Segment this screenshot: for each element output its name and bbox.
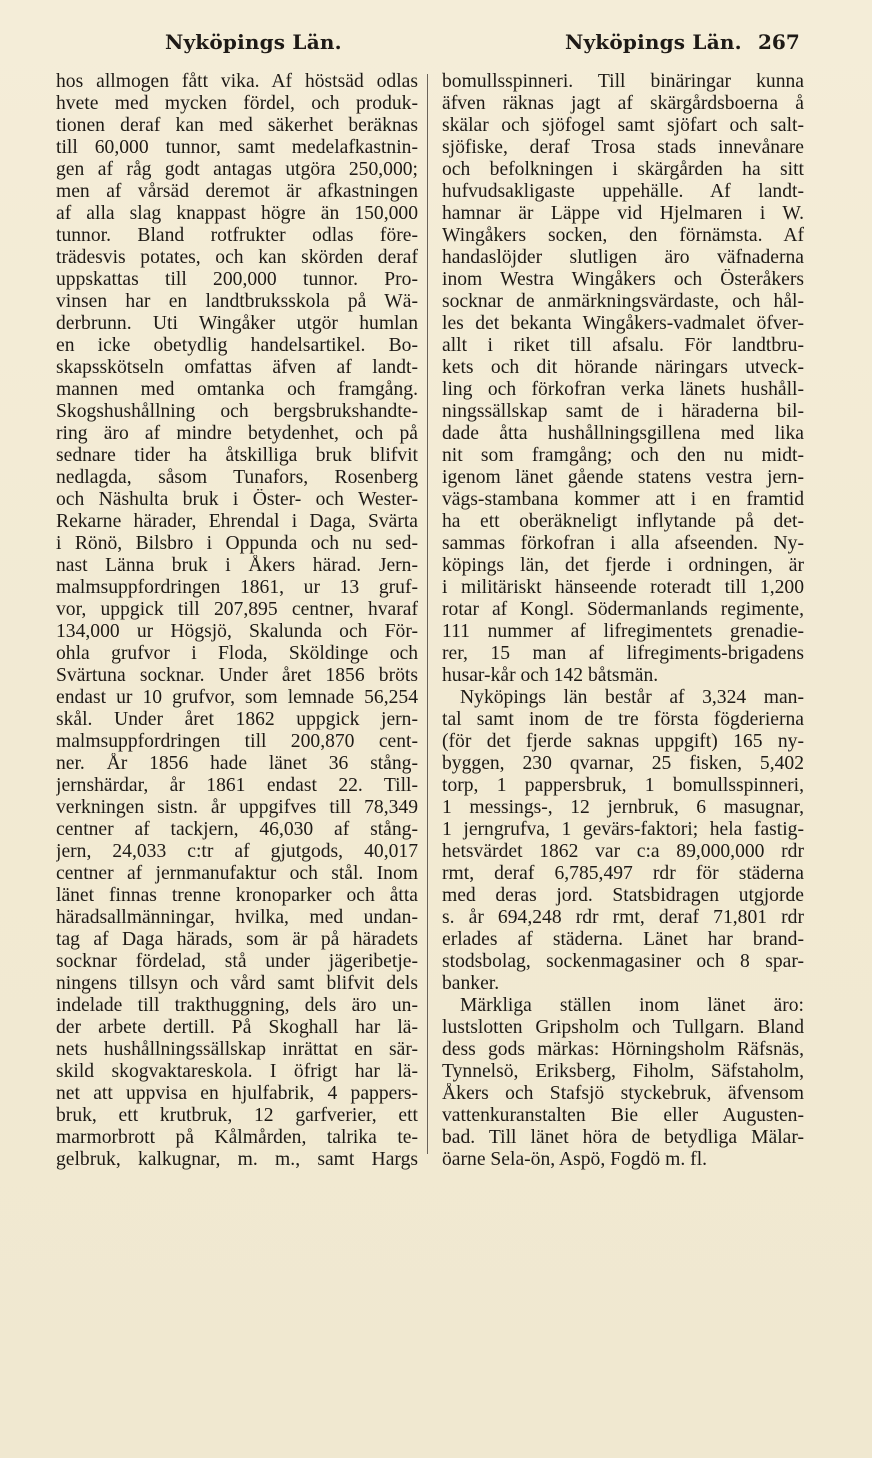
text-line: inom Westra Wingåkers och Österåkers — [442, 269, 804, 290]
text-line: tag af Daga härads, som är på häradets — [56, 929, 418, 950]
text-line: Skogshushållning och bergsbrukshandte- — [56, 401, 418, 422]
text-line: i militäriskt hänseende roteradt till 1,200 — [442, 577, 804, 598]
text-line: dade åtta hushållningsgillena med lika — [442, 423, 804, 444]
text-line: indelade till trakthuggning, dels äro un- — [56, 995, 418, 1016]
text-line: skapsskötseln omfattas äfven af landt- — [56, 357, 418, 378]
text-line: dess gods märkas: Hörningsholm Räfsnäs, — [442, 1039, 804, 1060]
text-line: banker. — [442, 973, 500, 994]
text-line: Rekarne härader, Ehrendal i Daga, Svärta — [56, 511, 418, 532]
text-line: Nyköpings län består af 3,324 man- — [460, 687, 804, 708]
text-line: öarne Sela-ön, Aspö, Fogdö m. fl. — [442, 1149, 708, 1170]
text-line: hvete med mycken fördel, och produk- — [56, 93, 418, 114]
text-line: erlades af städerna. Länet har brand- — [442, 929, 804, 950]
text-line: till 60,000 tunnor, samt medelafkastnin- — [56, 137, 418, 158]
text-line: och befolkningen i skärgården ha sitt — [442, 159, 804, 180]
text-line: marmorbrott på Kålmården, talrika te- — [56, 1127, 418, 1148]
text-line: och Näshulta bruk i Öster- och Wester- — [56, 489, 418, 510]
text-line: ha ett oberäkneligt inflytande på det- — [442, 511, 804, 532]
text-line: ling och förkofran verka länets hushåll- — [442, 379, 804, 400]
text-line: 111 nummer af lifregimentets grenadie- — [442, 621, 804, 642]
text-line: net att uppvisa en hjulfabrik, 4 pappers- — [56, 1083, 418, 1104]
text-line: vägs-stambana kommer att i en framtid — [442, 489, 804, 510]
text-line: endast ur 10 grufvor, som lemnade 56,254 — [56, 687, 418, 708]
text-line: gen af råg godt antagas utgöra 250,000; — [56, 159, 418, 180]
text-line: socknar de anmärkningsvärdaste, och hål- — [442, 291, 804, 312]
text-line: men af vårsäd deremot är afkastningen — [56, 181, 418, 202]
text-line: ring äro af mindre betydenhet, och på — [56, 423, 418, 444]
text-line: s. år 694,248 rdr rmt, deraf 71,801 rdr — [442, 907, 804, 928]
right-column — [442, 71, 804, 1171]
text-line: Tynnelsö, Eriksberg, Fiholm, Säfstaholm, — [442, 1061, 804, 1082]
text-line: igenom länet gående statens vestra jern- — [442, 467, 804, 488]
text-line: hamnar är Läppe vid Hjelmaren i W. — [442, 203, 804, 224]
text-line: byggen, 230 qvarnar, 25 fisken, 5,402 — [442, 753, 804, 774]
text-line: jernshärdar, år 1861 endast 22. Till- — [56, 775, 418, 796]
text-line: sammas förkofran i alla afseenden. Ny- — [442, 533, 804, 554]
text-line: sednare tider ha åtskilliga bruk blifvit — [56, 445, 418, 466]
text-line: bad. Till länet höra de betydliga Mälar- — [442, 1127, 804, 1148]
text-line: ningens tillsyn och vård samt blifvit dels — [56, 973, 418, 994]
text-line: handaslöjder slutligen äro väfnaderna — [442, 247, 804, 268]
text-line: 134,000 ur Högsjö, Skalunda och För- — [56, 621, 418, 642]
text-line: der arbete dertill. På Skoghall har lä- — [56, 1017, 418, 1038]
text-line: tal samt inom de tre första fögderierna — [442, 709, 804, 730]
text-line: stodsbolag, sockenmagasiner och 8 spar- — [442, 951, 804, 972]
text-line: ohla grufvor i Floda, Sköldinge och — [56, 643, 418, 664]
text-line: köpings län, det fjerde i ordningen, är — [442, 555, 804, 576]
text-line: ner. År 1856 hade länet 36 stång- — [56, 753, 418, 774]
text-line: skild skogvaktareskola. I öfrigt har lä- — [56, 1061, 418, 1082]
text-line: torp, 1 pappersbruk, 1 bomullsspinneri, — [442, 775, 804, 796]
text-line: hetsvärdet 1862 var c:a 89,000,000 rdr — [442, 841, 804, 862]
text-line: husar-kår och 142 båtsmän. — [442, 665, 659, 686]
text-line: vattenkuranstalten Bie eller Augusten- — [442, 1105, 804, 1126]
text-line: malmsuppfordringen till 200,870 cent- — [56, 731, 418, 752]
text-line: Märkliga ställen inom länet äro: — [460, 995, 804, 1016]
column-divider — [427, 74, 428, 1154]
text-line: Åkers och Stafsjö styckebruk, äfvensom — [442, 1083, 804, 1104]
text-line: les det bekanta Wingåkers-vadmalet öfver- — [442, 313, 804, 334]
text-line: i Rönö, Bilsbro i Oppunda och nu sed- — [56, 533, 418, 554]
text-line: ningssällskap samt de i häraderna bil- — [442, 401, 804, 422]
text-line: af alla slag knappast högre än 150,000 — [56, 203, 418, 224]
text-line: derbrunn. Uti Wingåker utgör humlan — [56, 313, 418, 334]
text-line: socknar fördelad, stå under jägeribetje- — [56, 951, 418, 972]
left-column — [56, 71, 418, 1171]
text-line: skål. Under året 1862 uppgick jern- — [56, 709, 418, 730]
text-line: vinsen har en landtbruksskola på Wä- — [56, 291, 418, 312]
text-line: bruk, ett krutbruk, 12 garfverier, ett — [56, 1105, 418, 1126]
text-line: trädesvis potates, och kan skörden deraf — [56, 247, 418, 268]
text-line: nedlagda, såsom Tunafors, Rosenberg — [56, 467, 418, 488]
text-line: allt i riket till afsalu. För landtbru- — [442, 335, 804, 356]
text-line: malmsuppfordringen 1861, ur 13 gruf- — [56, 577, 418, 598]
text-line: rmt, deraf 6,785,497 rdr för städerna — [442, 863, 804, 884]
text-line: jern, 24,033 c:tr af gjutgods, 40,017 — [56, 841, 418, 862]
text-line: länet finnas trenne kronoparker och åtta — [56, 885, 418, 906]
running-header — [0, 26, 872, 62]
text-line: tunnor. Bland rotfrukter odlas före- — [56, 225, 418, 246]
text-line: med deras jord. Statsbidragen utgjorde — [442, 885, 804, 906]
text-line: äfven räknas jagt af skärgårdsboerna å — [442, 93, 804, 114]
text-line: 1 messings-, 12 jernbruk, 6 masugnar, — [442, 797, 804, 818]
text-line: bomullsspinneri. Till binäringar kunna — [442, 71, 804, 92]
text-line: vor, uppgick till 207,895 centner, hvaraf — [56, 599, 418, 620]
text-line: Wingåkers socken, den förnämsta. Af — [442, 225, 804, 246]
text-line: häradsallmänningar, hvilka, med undan- — [56, 907, 418, 928]
text-line: nit som framgång; och den nu midt- — [442, 445, 804, 466]
text-line: centner af tackjern, 46,030 af stång- — [56, 819, 418, 840]
text-line: rer, 15 man af lifregiments-brigadens — [442, 643, 804, 664]
text-line: hufvudsakligaste uppehälle. Af landt- — [442, 181, 804, 202]
header-left-title: Nyköpings Län. — [165, 30, 342, 54]
page-number: 267 — [758, 30, 800, 54]
text-line: mannen med omtanka och framgång. — [56, 379, 418, 400]
header-right-title: Nyköpings Län. — [565, 30, 742, 54]
text-line: rotar af Kongl. Södermanlands regimente, — [442, 599, 804, 620]
text-line: lustslotten Gripsholm och Tullgarn. Bland — [442, 1017, 804, 1038]
text-line: en icke obetydlig handelsartikel. Bo- — [56, 335, 418, 356]
text-line: sjöfiske, deraf Trosa stads innevånare — [442, 137, 804, 158]
text-line: nast Länna bruk i Åkers härad. Jern- — [56, 555, 418, 576]
text-line: gelbruk, kalkugnar, m. m., samt Hargs — [56, 1149, 418, 1170]
text-line: uppskattas till 200,000 tunnor. Pro- — [56, 269, 418, 290]
text-line: hos allmogen fått vika. Af höstsäd odlas — [56, 71, 418, 92]
text-line: 1 jerngrufva, 1 gevärs-faktori; hela fastig- — [442, 819, 804, 840]
text-line: (för det fjerde saknas uppgift) 165 ny- — [442, 731, 804, 752]
text-line: tionen deraf kan med säkerhet beräknas — [56, 115, 418, 136]
text-line: nets hushållningssällskap inrättat en sär- — [56, 1039, 418, 1060]
text-line: Svärtuna socknar. Under året 1856 bröts — [56, 665, 418, 686]
text-line: kets och dit hörande näringars utveck- — [442, 357, 804, 378]
text-line: skälar och sjöfogel samt sjöfart och salt- — [442, 115, 804, 136]
text-line: centner af jernmanufaktur och stål. Inom — [56, 863, 418, 884]
text-line: verkningen sistn. år uppgifves till 78,349 — [56, 797, 418, 818]
